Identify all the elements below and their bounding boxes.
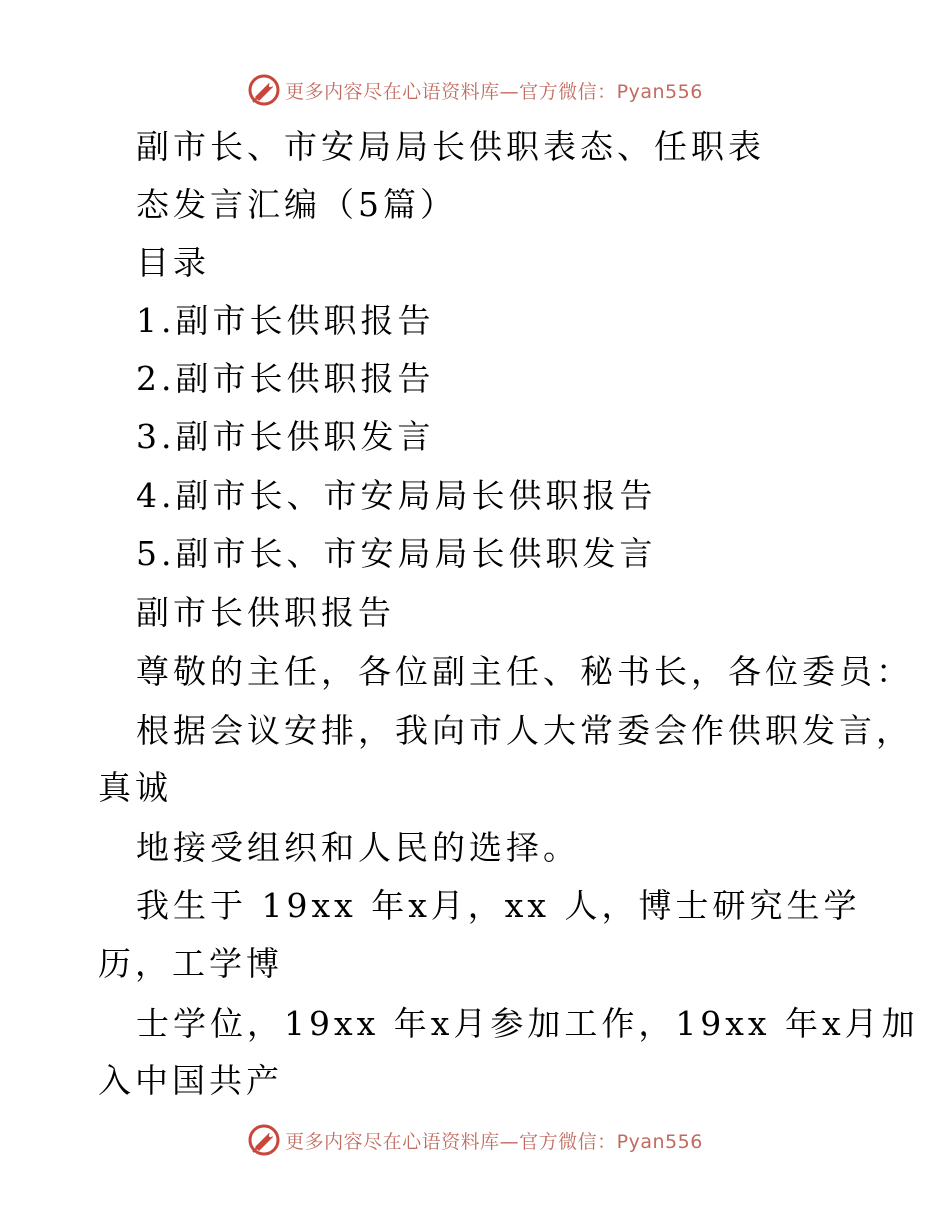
header-watermark-banner	[0, 70, 950, 110]
paragraph-line: 真诚	[98, 768, 172, 807]
paragraph-line: 尊敬的主任，各位副主任、秘书长，各位委员：	[136, 652, 913, 691]
paragraph-line: 根据会议安排，我向市人大常委会作供职发言，	[136, 711, 913, 750]
pen-nib-logo-icon	[247, 1123, 281, 1157]
paragraph-line: 历，工学博	[98, 944, 283, 983]
pen-nib-logo-icon	[247, 73, 281, 107]
paragraph-line: 地接受组织和人民的选择。	[136, 828, 580, 867]
watermark-text: 更多内容尽在心语资料库—官方微信：Pyan556	[285, 80, 703, 103]
paragraph-line: 士学位，19xx 年x月参加工作，19xx 年x月加	[136, 1004, 919, 1043]
toc-item: 3.副市长供职发言	[136, 417, 435, 456]
document-title-line-1: 副市长、市安局局长供职表态、任职表	[136, 127, 765, 166]
paragraph-line: 入中国共产	[98, 1061, 283, 1100]
footer-watermark-banner	[0, 1120, 950, 1160]
section-title: 副市长供职报告	[136, 593, 395, 632]
toc-item: 2.副市长供职报告	[136, 359, 435, 398]
paragraph-line: 我生于 19xx 年x月，xx 人，博士研究生学	[136, 886, 861, 925]
toc-heading: 目录	[136, 243, 210, 282]
toc-item: 4.副市长、市安局局长供职报告	[136, 476, 657, 515]
toc-item: 1.副市长供职报告	[136, 301, 435, 340]
toc-item: 5.副市长、市安局局长供职发言	[136, 534, 657, 573]
document-title-line-2: 态发言汇编（5篇）	[136, 185, 457, 224]
watermark-text: 更多内容尽在心语资料库—官方微信：Pyan556	[285, 1130, 703, 1153]
